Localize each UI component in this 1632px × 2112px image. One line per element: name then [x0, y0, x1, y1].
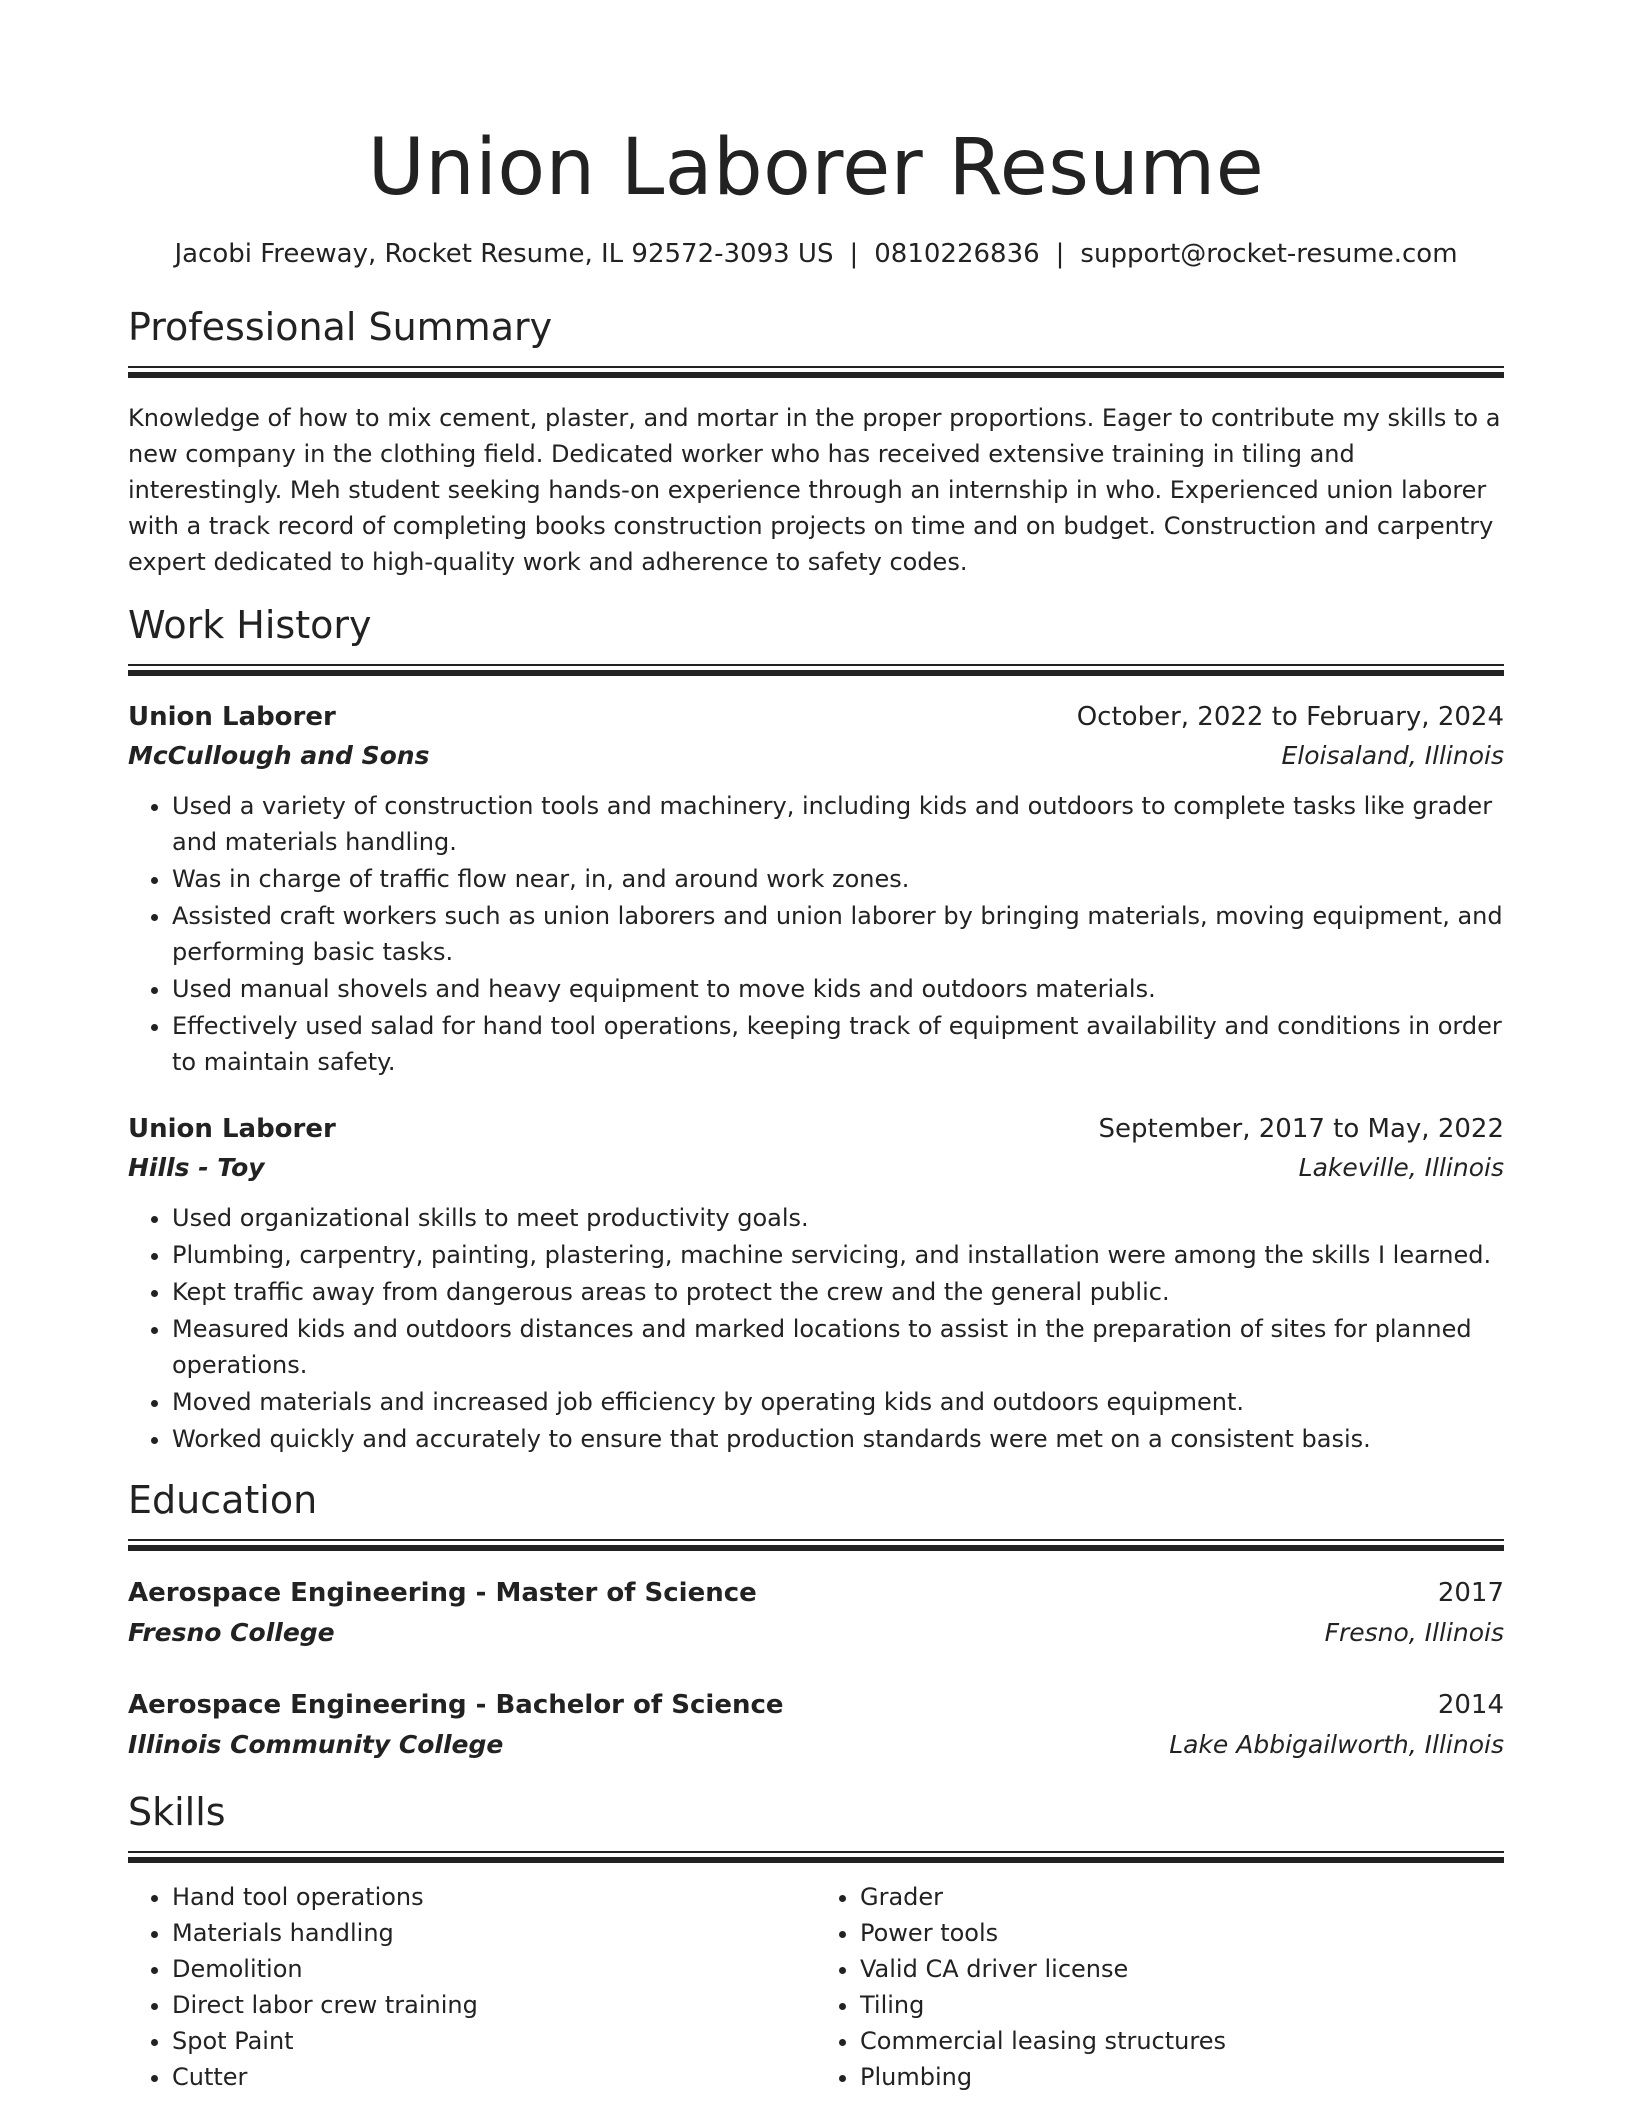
contact-line — [128, 236, 1504, 272]
section-divider — [128, 366, 1504, 368]
skill-item: • Direct labor crew training — [172, 1987, 816, 2023]
list-item: • Assisted craft workers such as union laborers and union laborer by bringing materials, moving equipment, and performing basic tasks. — [172, 898, 1504, 970]
skill-item: • Hand tool operations — [172, 1879, 816, 1915]
list-item: • Was in charge of traffic flow near, in, and around work zones. — [172, 861, 1504, 897]
job-bullets — [128, 1200, 1504, 1457]
education-year: 2017 — [1437, 1578, 1504, 1608]
education-year: 2014 — [1437, 1690, 1504, 1720]
job-bullets — [128, 788, 1504, 1080]
list-item: • Measured kids and outdoors distances and marked locations to assist in the preparation of sites for planned operations. — [172, 1311, 1504, 1383]
resume-title: Union Laborer Resume — [367, 123, 1265, 213]
list-item: • Worked quickly and accurately to ensure that production standards were met on a consistent basis. — [172, 1421, 1504, 1457]
education-section — [128, 1475, 1504, 1765]
education-entry — [128, 1685, 1504, 1765]
section-heading-education: Education — [128, 1478, 318, 1522]
contact-separator: | — [1055, 239, 1065, 269]
list-item: • Moved materials and increased job efficiency by operating kids and outdoors equipment. — [172, 1384, 1504, 1420]
skills-grid — [128, 1879, 1504, 2095]
job-entry — [128, 1110, 1504, 1457]
job-company: Hills - Toy — [128, 1153, 265, 1182]
job-title: Union Laborer — [128, 1114, 336, 1144]
job-entry — [128, 698, 1504, 1080]
summary-text: Knowledge of how to mix cement, plaster, and mortar in the proper proportions. Eager to contribute my skills to a new company in the clothing field. Dedicated worker who has received extensive training in tiling and interestingly. Meh student seeking hands-on experience through an internship in who. Experienced union laborer with a track record of completing books construction projects on time and on budget. Construction and carpentry expert dedicated to high-quality work and adherence to safety codes. — [128, 404, 1501, 576]
list-item: • Kept traffic away from dangerous areas to protect the crew and the general public. — [172, 1274, 1504, 1310]
skill-item: • Demolition — [172, 1951, 816, 1987]
education-location: Lake Abbigailworth, Illinois — [1169, 1730, 1504, 1759]
list-item: • Used a variety of construction tools and machinery, including kids and outdoors to complete tasks like grader and materials handling. — [172, 788, 1504, 860]
summary-section — [128, 302, 1504, 580]
work-section — [128, 600, 1504, 1457]
list-item: • Used organizational skills to meet productivity goals. — [172, 1200, 1504, 1236]
list-item: • Used manual shovels and heavy equipment to move kids and outdoors materials. — [172, 971, 1504, 1007]
section-divider — [128, 1851, 1504, 1853]
education-entry — [128, 1573, 1504, 1653]
list-item: • Plumbing, carpentry, painting, plastering, machine servicing, and installation were among the skills I learned. — [172, 1237, 1504, 1273]
contact-email: support@rocket-resume.com — [1080, 239, 1458, 269]
education-degree: Aerospace Engineering - Bachelor of Science — [128, 1690, 784, 1720]
section-heading-work: Work History — [128, 603, 372, 647]
skill-item: • Materials handling — [172, 1915, 816, 1951]
skills-section — [128, 1787, 1504, 2095]
job-location: Eloisaland, Illinois — [1281, 741, 1504, 770]
contact-address: Jacobi Freeway, Rocket Resume, IL 92572-3093 US — [174, 239, 834, 269]
skill-item: • Commercial leasing structures — [860, 2023, 1504, 2059]
skills-list-left — [128, 1879, 816, 2095]
job-location: Lakeville, Illinois — [1298, 1153, 1504, 1182]
education-school: Fresno College — [128, 1618, 335, 1647]
section-heading-skills: Skills — [128, 1790, 226, 1834]
job-title: Union Laborer — [128, 702, 336, 732]
skill-item: • Spot Paint — [172, 2023, 816, 2059]
section-divider — [128, 664, 1504, 666]
job-dates: September, 2017 to May, 2022 — [1098, 1114, 1504, 1144]
education-degree: Aerospace Engineering - Master of Science — [128, 1578, 757, 1608]
section-heading-summary: Professional Summary — [128, 305, 553, 349]
skill-item: • Plumbing — [860, 2059, 1504, 2095]
contact-phone: 0810226836 — [874, 239, 1040, 269]
list-item: • Effectively used salad for hand tool operations, keeping track of equipment availability and conditions in order to maintain safety. — [172, 1008, 1504, 1080]
section-divider — [128, 1539, 1504, 1541]
skill-item: • Valid CA driver license — [860, 1951, 1504, 1987]
skills-list-right — [816, 1879, 1504, 2095]
contact-separator: | — [849, 239, 859, 269]
skill-item: • Cutter — [172, 2059, 816, 2095]
skill-item: • Power tools — [860, 1915, 1504, 1951]
education-location: Fresno, Illinois — [1324, 1618, 1504, 1647]
skill-item: • Grader — [860, 1879, 1504, 1915]
job-dates: October, 2022 to February, 2024 — [1076, 702, 1504, 732]
job-company: McCullough and Sons — [128, 741, 430, 770]
skill-item: • Tiling — [860, 1987, 1504, 2023]
education-school: Illinois Community College — [128, 1730, 504, 1759]
